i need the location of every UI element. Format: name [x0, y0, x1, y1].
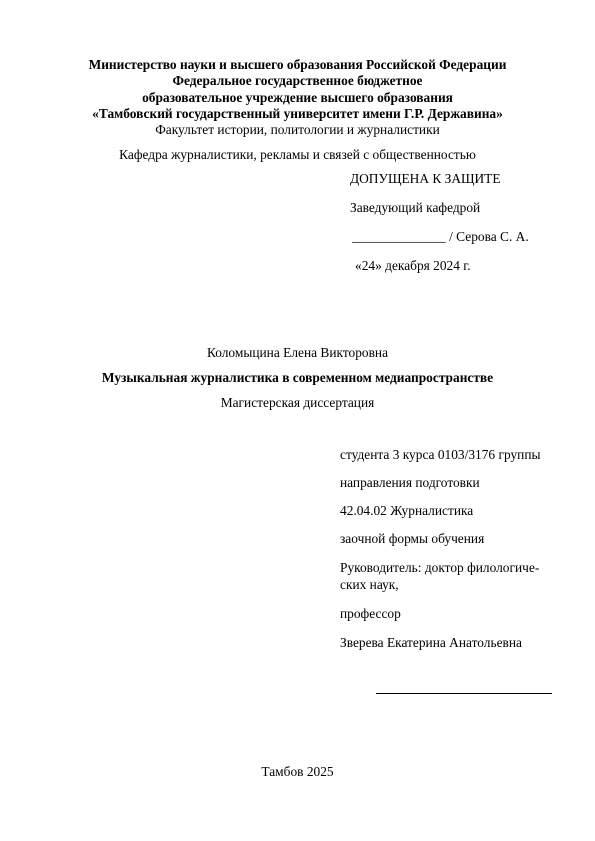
direction-code: 42.04.02 Журналистика [340, 503, 474, 518]
approval-status: ДОПУЩЕНА К ЗАЩИТЕ [350, 171, 501, 186]
supervisor-line-2: ских наук, [340, 577, 399, 592]
ministry-line: Министерство науки и высшего образования Российской Федерации [88, 57, 507, 72]
department-name: Кафедра журналистики, рекламы и связей с общественностью [119, 147, 476, 162]
student-course-group: студента 3 курса 0103/3176 группы [340, 447, 541, 462]
thesis-type: Магистерская диссертация [220, 395, 375, 410]
thesis-title: Музыкальная журналистика в современном медиапространстве [101, 370, 494, 385]
supervisor-rank: профессор [340, 606, 401, 621]
author-name: Коломыцина Елена Викторовна [206, 345, 389, 360]
city-year: Тамбов 2025 [261, 764, 334, 779]
approval-signature-line: ______________ / Серова С. А. [352, 229, 529, 244]
approval-position: Заведующий кафедрой [350, 200, 481, 215]
supervisor-line-1: Руководитель: доктор филологиче- [340, 560, 540, 575]
faculty-name: Факультет истории, политологии и журналистики [155, 122, 440, 137]
university-name: «Тамбовский государственный университет имени Г.Р. Державина» [92, 106, 503, 121]
institution-type-line-2: образовательное учреждение высшего образования [142, 90, 453, 105]
approval-date: «24» декабря 2024 г. [355, 258, 471, 273]
study-form: заочной формы обучения [340, 531, 485, 546]
supervisor-name: Зверева Екатерина Анатольевна [340, 635, 522, 650]
institution-type-line-1: Федеральное государственное бюджетное [172, 73, 423, 88]
direction-label: направления подготовки [340, 475, 480, 490]
signature-rule [376, 693, 552, 694]
